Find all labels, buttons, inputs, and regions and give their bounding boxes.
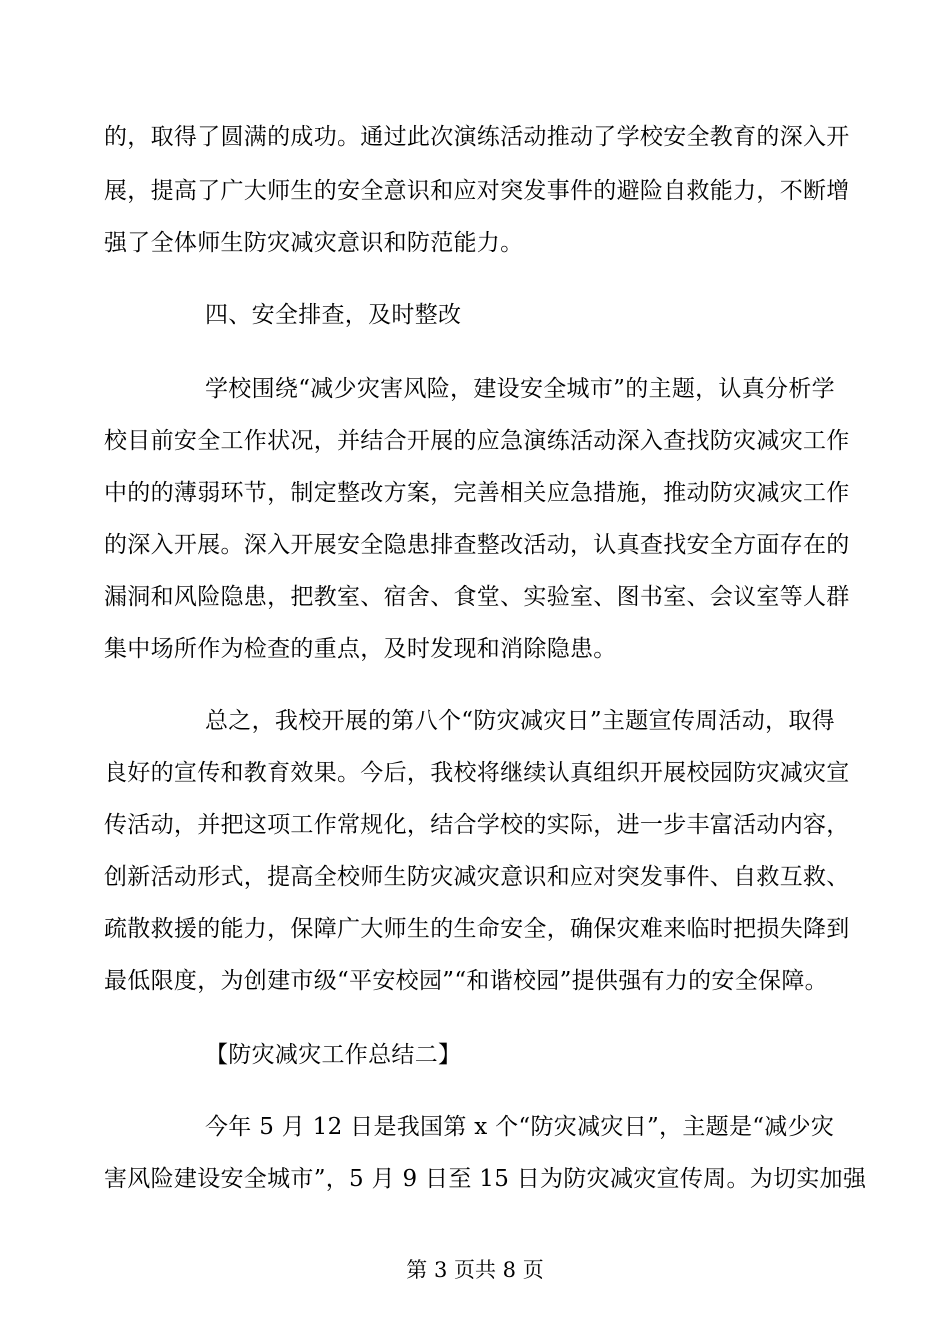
- paragraph-line: 校目前安全工作状况，并结合开展的应急演练活动深入查找防灾减灾工作: [104, 428, 850, 454]
- paragraph-line: 强了全体师生防灾减灾意识和防范能力。: [104, 230, 524, 256]
- paragraph-line: 展，提高了广大师生的安全意识和应对突发事件的避险自救能力，不断增: [104, 178, 850, 204]
- paragraph-line: 创新活动形式，提高全校师生防灾减灾意识和应对突发事件、自救互救、: [104, 864, 850, 890]
- page-number: 第 3 页共 8 页: [406, 1258, 544, 1282]
- paragraph-line: 的，取得了圆满的成功。通过此次演练活动推动了学校安全教育的深入开: [104, 124, 850, 150]
- paragraph-line: 害风险建设安全城市”，5 月 9 日至 15 日为防灾减灾宣传周。为切实加强: [104, 1166, 867, 1192]
- paragraph-line: 学校围绕“减少灾害风险，建设安全城市”的主题，认真分析学: [205, 376, 835, 402]
- paragraph-line: 总之，我校开展的第八个“防灾减灾日”主题宣传周活动，取得: [205, 708, 835, 734]
- paragraph-line: 良好的宣传和教育效果。今后，我校将继续认真组织开展校园防灾减灾宣: [104, 760, 850, 786]
- paragraph-line: 最低限度，为创建市级“平安校园”“和谐校园”提供强有力的安全保障。: [104, 968, 828, 994]
- section-heading: 四、安全排查，及时整改: [205, 302, 462, 328]
- paragraph-line: 的深入开展。深入开展安全隐患排查整改活动，认真查找安全方面存在的: [104, 532, 850, 558]
- paragraph-line: 集中场所作为检查的重点，及时发现和消除隐患。: [104, 636, 617, 662]
- paragraph-line: 中的的薄弱环节，制定整改方案，完善相关应急措施，推动防灾减灾工作: [104, 480, 850, 506]
- paragraph-line: 今年 5 月 12 日是我国第 x 个“防灾减灾日”，主题是“减少灾: [205, 1114, 835, 1140]
- paragraph-line: 传活动，并把这项工作常规化，结合学校的实际，进一步丰富活动内容，: [104, 812, 850, 838]
- paragraph-line: 漏洞和风险隐患，把教室、宿舍、食堂、实验室、图书室、会议室等人群: [104, 584, 850, 610]
- paragraph-line: 疏散救援的能力，保障广大师生的生命安全，确保灾难来临时把损失降到: [104, 916, 850, 942]
- section-title: 【防灾减灾工作总结二】: [205, 1042, 462, 1068]
